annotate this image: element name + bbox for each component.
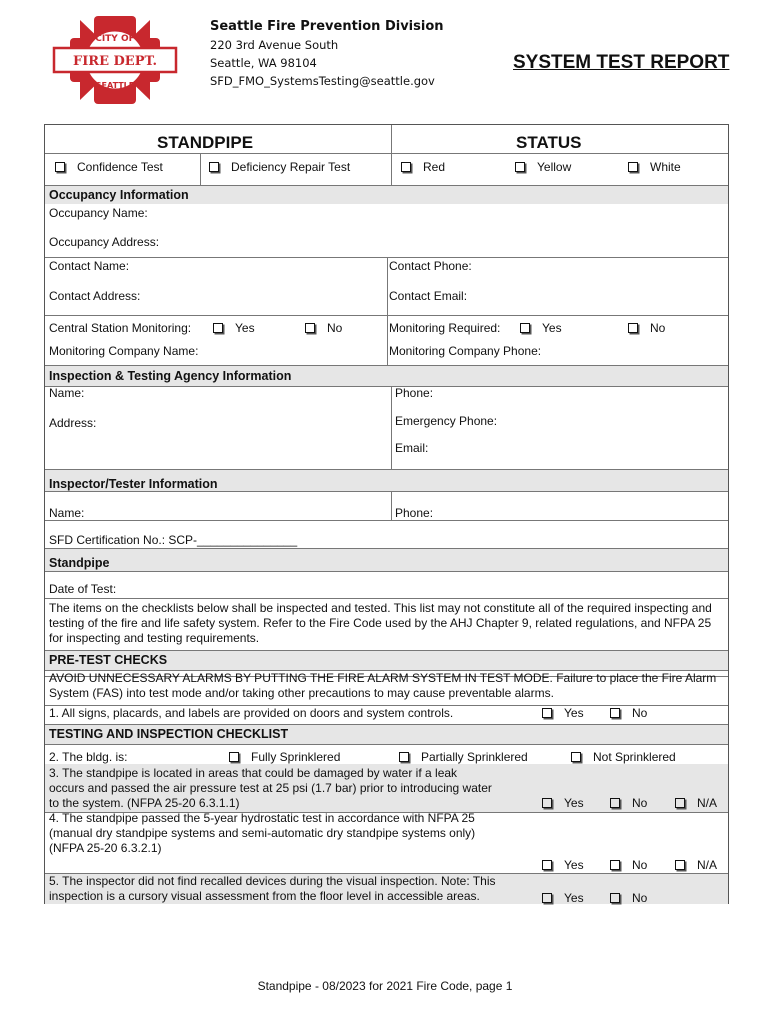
org-name: Seattle Fire Prevention Division [210, 19, 444, 34]
pretest-section-title: PRE-TEST CHECKS [49, 653, 168, 667]
checklist-item-4: 4. The standpipe passed the 5-year hydrostatic test in accordance with NFPA 25 (manual dry standpipe systems and semi-automatic dry standpipe systems only) (NFPA 25-20 6.3.2.1) [49, 811, 476, 855]
checkbox-icon[interactable] [571, 752, 581, 762]
logo-center-text: FIRE DEPT. [72, 54, 158, 69]
central-station-yes[interactable]: Yes [213, 321, 255, 335]
org-email: SFD_FMO_SystemsTesting@seattle.gov [210, 74, 435, 88]
checkbox-icon[interactable] [209, 162, 219, 172]
occupancy-address-field[interactable]: Occupancy Address: [49, 235, 160, 249]
contact-address-field[interactable]: Contact Address: [49, 289, 141, 303]
checkbox-icon[interactable] [542, 860, 552, 870]
partially-sprinklered-option[interactable]: Partially Sprinklered [399, 750, 528, 764]
checkbox-icon[interactable] [628, 162, 638, 172]
checkbox-icon[interactable] [399, 752, 409, 762]
central-station-no[interactable]: No [305, 321, 342, 335]
checkbox-icon[interactable] [515, 162, 525, 172]
monitoring-required-yes[interactable]: Yes [520, 321, 562, 335]
monitoring-required-label: Monitoring Required: [389, 321, 501, 335]
checkbox-icon[interactable] [542, 798, 552, 808]
checklist-intro: The items on the checklists below shall be inspected and tested. This list may not constitute all of the required inspecting and testing of the fire and life safety system. Refer to the Fire Code used by the AHJ Chapter 9, related regulations, and NFPA 25 for inspecting and testing requirements. [49, 601, 712, 645]
item3-no[interactable]: No [610, 796, 647, 810]
org-address-1: 220 3rd Avenue South [210, 38, 339, 52]
pretest-item-1: 1. All signs, placards, and labels are provided on doors and system controls. [49, 706, 454, 720]
agency-section-title: Inspection & Testing Agency Information [49, 369, 292, 383]
status-red-option[interactable]: Red [401, 160, 445, 174]
page-footer: Standpipe - 08/2023 for 2021 Fire Code, page 1 [257, 979, 513, 993]
deficiency-repair-test-option[interactable]: Deficiency Repair Test [209, 160, 350, 174]
checkbox-icon[interactable] [628, 323, 638, 333]
confidence-test-option[interactable]: Confidence Test [55, 160, 163, 174]
agency-address-field[interactable]: Address: [49, 416, 97, 430]
monitoring-company-name-field[interactable]: Monitoring Company Name: [49, 344, 199, 358]
checkbox-icon[interactable] [542, 893, 552, 903]
org-address-2: Seattle, WA 98104 [210, 56, 317, 70]
item2-label: 2. The bldg. is: [49, 750, 128, 764]
checkbox-icon[interactable] [610, 798, 620, 808]
checkbox-icon[interactable] [305, 323, 315, 333]
checkbox-icon[interactable] [401, 162, 411, 172]
monitoring-company-phone-field[interactable]: Monitoring Company Phone: [389, 344, 542, 358]
occupancy-name-field[interactable]: Occupancy Name: [49, 206, 148, 220]
checkbox-icon[interactable] [610, 708, 620, 718]
checklist-item-5: 5. The inspector did not find recalled devices during the visual inspection. Note: This inspection is a cursory visual assessment from the floor level in accessible areas. [49, 874, 496, 903]
pretest-warning: AVOID UNNECESSARY ALARMS BY PUTTING THE FIRE ALARM SYSTEM IN TEST MODE. Failure to place the Fire Alarm System (FAS) into test mode and/or taking other precautions to may cause preventable alarms. [49, 671, 717, 700]
item3-yes[interactable]: Yes [542, 796, 584, 810]
item1-yes[interactable]: Yes [542, 706, 584, 720]
date-of-test-field[interactable]: Date of Test: [49, 582, 117, 596]
sfd-cert-field[interactable]: SFD Certification No.: SCP-_______________ [49, 533, 298, 547]
item5-yes[interactable]: Yes [542, 891, 584, 905]
checkbox-icon[interactable] [610, 893, 620, 903]
standpipe-section-title: Standpipe [49, 556, 110, 570]
occupancy-section-title: Occupancy Information [49, 188, 189, 202]
status-yellow-option[interactable]: Yellow [515, 160, 571, 174]
item4-yes[interactable]: Yes [542, 858, 584, 872]
fully-sprinklered-option[interactable]: Fully Sprinklered [229, 750, 340, 764]
agency-phone-field[interactable]: Phone: [395, 386, 434, 400]
checkbox-icon[interactable] [229, 752, 239, 762]
not-sprinklered-option[interactable]: Not Sprinklered [571, 750, 676, 764]
logo-top-text: CITY OF [95, 34, 135, 44]
inspector-phone-field[interactable]: Phone: [395, 506, 434, 520]
contact-email-field[interactable]: Contact Email: [389, 289, 468, 303]
checklist-section-title: TESTING AND INSPECTION CHECKLIST [49, 727, 289, 741]
checkbox-icon[interactable] [675, 798, 685, 808]
status-title: STATUS [516, 133, 582, 152]
fire-dept-logo [50, 14, 180, 106]
item4-no[interactable]: No [610, 858, 647, 872]
checkbox-icon[interactable] [213, 323, 223, 333]
header-info [210, 18, 444, 90]
status-white-option[interactable]: White [628, 160, 681, 174]
inspector-name-field[interactable]: Name: [49, 506, 85, 520]
item3-na[interactable]: N/A [675, 796, 717, 810]
contact-phone-field[interactable]: Contact Phone: [389, 259, 472, 273]
checkbox-icon[interactable] [675, 860, 685, 870]
agency-email-field[interactable]: Email: [395, 441, 429, 455]
checkbox-icon[interactable] [610, 860, 620, 870]
checkbox-icon[interactable] [520, 323, 530, 333]
checklist-item-3: 3. The standpipe is located in areas that could be damaged by water if a leak occurs and passed the air pressure test at 25 psi (1.7 bar) prior to introducing water to the system. (NFPA 25-20 6.3.1.1) [49, 766, 492, 810]
report-form [44, 124, 729, 904]
standpipe-title: STANDPIPE [157, 133, 254, 152]
checkbox-icon[interactable] [542, 708, 552, 718]
inspector-section-title: Inspector/Tester Information [49, 477, 218, 491]
agency-emergency-phone-field[interactable]: Emergency Phone: [395, 414, 498, 428]
item5-no[interactable]: No [610, 891, 647, 905]
central-station-label: Central Station Monitoring: [49, 321, 192, 335]
agency-name-field[interactable]: Name: [49, 386, 85, 400]
logo-bottom-text: SEATTLE [95, 81, 135, 90]
monitoring-required-no[interactable]: No [628, 321, 665, 335]
contact-name-field[interactable]: Contact Name: [49, 259, 130, 273]
item1-no[interactable]: No [610, 706, 647, 720]
item4-na[interactable]: N/A [675, 858, 717, 872]
report-title: SYSTEM TEST REPORT [513, 52, 730, 73]
checkbox-icon[interactable] [55, 162, 65, 172]
